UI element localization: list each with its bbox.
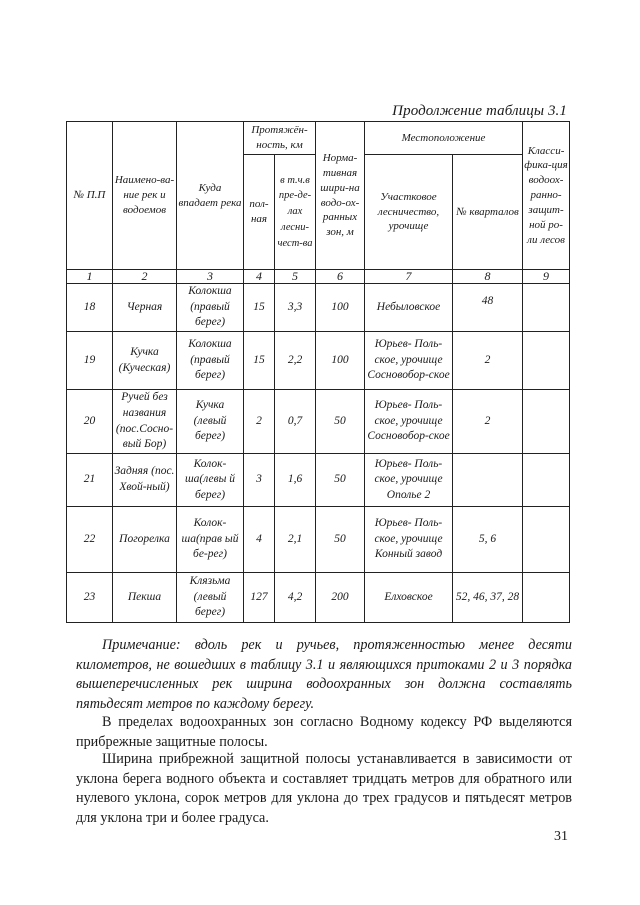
cell-class bbox=[523, 507, 570, 573]
cell-forestry: Елховское bbox=[365, 573, 453, 623]
cell-quarters: 5, 6 bbox=[453, 507, 523, 573]
cell-num: 19 bbox=[67, 332, 113, 390]
col-number: 3 bbox=[177, 270, 244, 284]
cell-class bbox=[523, 390, 570, 454]
page-number: 31 bbox=[554, 829, 568, 844]
header-length-full: пол-ная bbox=[244, 155, 275, 270]
cell-forestry: Юрьев- Поль-ское, урочище Сосновобор-ское bbox=[365, 390, 453, 454]
table-row bbox=[67, 284, 570, 332]
cell-full: 4 bbox=[244, 507, 275, 573]
table-row bbox=[67, 507, 570, 573]
cell-class bbox=[523, 284, 570, 332]
cell-full: 2 bbox=[244, 390, 275, 454]
cell-dest: Колокша (правый берег) bbox=[177, 284, 244, 332]
cell-dest: Кучка (левый берег) bbox=[177, 390, 244, 454]
cell-forest: 1,6 bbox=[275, 454, 316, 507]
rivers-table bbox=[66, 121, 570, 623]
cell-num: 22 bbox=[67, 507, 113, 573]
cell-name: Пекша bbox=[113, 573, 177, 623]
cell-class bbox=[523, 332, 570, 390]
table-note: Примечание: вдоль рек и ручьев, протяженностью менее десяти километров, не вошедших в таблицу 3.1 и являющихся притоками 2 и 3 порядка вышеперечисленных рек ширина водоохранных зон должна составлять пятьдесят метров по каждому берегу. bbox=[76, 637, 572, 712]
col-number: 4 bbox=[244, 270, 275, 284]
cell-dest: Колокша (правый берег) bbox=[177, 332, 244, 390]
header-name: Наимено-ва-ние рек и водоемов bbox=[113, 122, 177, 270]
col-number: 9 bbox=[523, 270, 570, 284]
cell-num: 21 bbox=[67, 454, 113, 507]
col-number: 2 bbox=[113, 270, 177, 284]
cell-forest: 3,3 bbox=[275, 284, 316, 332]
cell-dest: Колок-ша(прав ый бе-рег) bbox=[177, 507, 244, 573]
column-numbers-row bbox=[67, 270, 570, 284]
cell-quarters: 52, 46, 37, 28 bbox=[453, 573, 523, 623]
cell-forest: 2,1 bbox=[275, 507, 316, 573]
cell-name: Кучка (Куческая) bbox=[113, 332, 177, 390]
cell-name: Задняя (пос. Хвой-ный) bbox=[113, 454, 177, 507]
cell-class bbox=[523, 454, 570, 507]
cell-forest: 4,2 bbox=[275, 573, 316, 623]
cell-width: 100 bbox=[316, 332, 365, 390]
cell-forest: 2,2 bbox=[275, 332, 316, 390]
cell-class bbox=[523, 573, 570, 623]
cell-forestry: Юрьев- Поль-ское, урочище Сосновобор-ское bbox=[365, 332, 453, 390]
cell-dest: Колок-ша(левы й берег) bbox=[177, 454, 244, 507]
cell-num: 23 bbox=[67, 573, 113, 623]
cell-width: 50 bbox=[316, 390, 365, 454]
header-width: Норма-тивная шири-на водо-ох-ранных зон, м bbox=[316, 122, 365, 270]
cell-name: Черная bbox=[113, 284, 177, 332]
table-continuation-label: Продолжение таблицы 3.1 bbox=[392, 103, 567, 119]
cell-forestry: Юрьев- Поль-ское, урочище Конный завод bbox=[365, 507, 453, 573]
header-length: Протяжён-ность, км bbox=[244, 122, 316, 155]
cell-width: 200 bbox=[316, 573, 365, 623]
cell-forest: 0,7 bbox=[275, 390, 316, 454]
col-number: 5 bbox=[275, 270, 316, 284]
cell-full: 127 bbox=[244, 573, 275, 623]
cell-forestry: Юрьев- Поль-ское, урочище Ополье 2 bbox=[365, 454, 453, 507]
cell-forestry: Небыловское bbox=[365, 284, 453, 332]
table-row bbox=[67, 454, 570, 507]
cell-width: 50 bbox=[316, 507, 365, 573]
header-num: № П.П bbox=[67, 122, 113, 270]
col-number: 1 bbox=[67, 270, 113, 284]
cell-num: 20 bbox=[67, 390, 113, 454]
header-forestry: Участковое лесничество, урочище bbox=[365, 155, 453, 270]
paragraph-strip-width: Ширина прибрежной защитной полосы устанавливается в зависимости от уклона берега водного объекта и составляет тридцать метров для обратного или нулевого уклона, сорок метров для уклона до трех градусов и пятьдесят метров для уклона три и более градуса. bbox=[76, 751, 572, 826]
header-class: Класси-фика-ция водоох-ранно-защит-ной ро-ли лесов bbox=[523, 122, 570, 270]
cell-full: 3 bbox=[244, 454, 275, 507]
col-number: 8 bbox=[453, 270, 523, 284]
col-number: 7 bbox=[365, 270, 453, 284]
cell-name: Ручей без названия (пос.Сосно-вый Бор) bbox=[113, 390, 177, 454]
paragraph-buffer-strips: В пределах водоохранных зон согласно Водному кодексу РФ выделяются прибрежные защитные полосы. bbox=[76, 714, 572, 750]
cell-full: 15 bbox=[244, 332, 275, 390]
cell-width: 50 bbox=[316, 454, 365, 507]
cell-quarters: 48 bbox=[453, 284, 523, 332]
cell-quarters: 2 bbox=[453, 390, 523, 454]
cell-full: 15 bbox=[244, 284, 275, 332]
header-location: Местоположение bbox=[365, 122, 523, 155]
cell-width: 100 bbox=[316, 284, 365, 332]
header-dest: Куда впадает река bbox=[177, 122, 244, 270]
cell-name: Погорелка bbox=[113, 507, 177, 573]
cell-quarters bbox=[453, 454, 523, 507]
col-number: 6 bbox=[316, 270, 365, 284]
cell-quarters: 2 bbox=[453, 332, 523, 390]
header-length-forest: в т.ч.в пре-де-лах лесни-чест-ва bbox=[275, 155, 316, 270]
table-row bbox=[67, 573, 570, 623]
table-row bbox=[67, 390, 570, 454]
cell-dest: Клязьма (левый берег) bbox=[177, 573, 244, 623]
table-row bbox=[67, 332, 570, 390]
header-quarters: № кварталов bbox=[453, 155, 523, 270]
cell-num: 18 bbox=[67, 284, 113, 332]
